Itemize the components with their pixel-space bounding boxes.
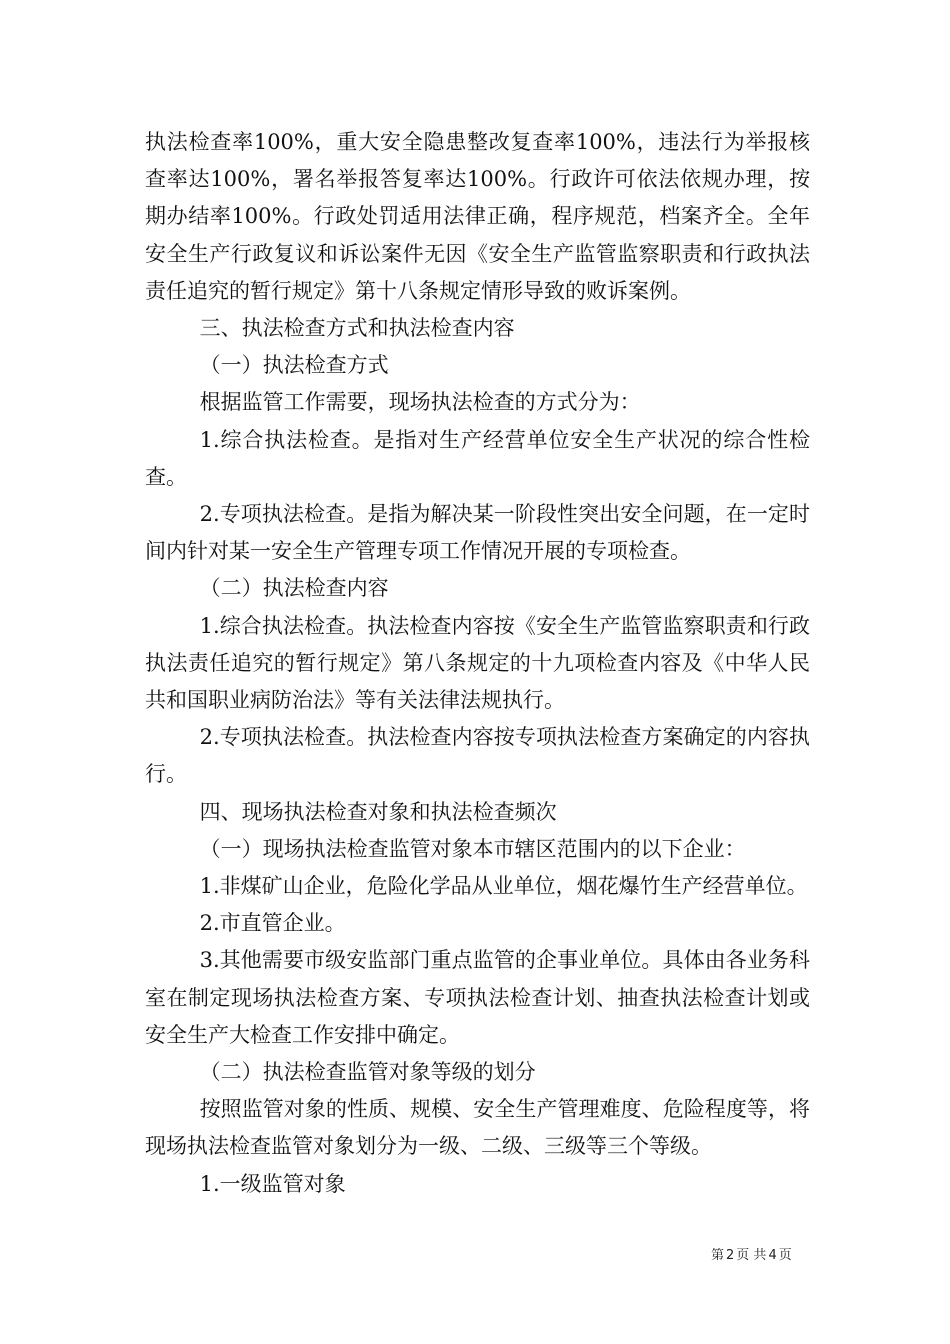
list-item: 3.其他需要市级安监部门重点监管的企事业单位。具体由各业务科室在制定现场执法检查方案、专项执法检查计划、抽查执法检查计划或安全生产大检查工作安排中确定。 [145,948,810,1047]
subsection-heading: （一）执法检查方式 [199,353,389,378]
paragraph: 按照监管对象的性质、规模、安全生产管理难度、危险程度等，将现场执法检查监管对象划分为一级、二级、三级等三个等级。 [145,1097,810,1159]
current-page-number: 2 [726,1248,735,1263]
footer-middle: 页 共 [736,1248,767,1263]
document-body [145,124,810,1203]
footer-suffix: 页 [778,1248,792,1263]
list-item: 2.专项执法检查。是指为解决某一阶段性突出安全问题，在一定时间内针对某一安全生产管理专项工作情况开展的专项检查。 [145,502,810,564]
list-item: 1.一级监管对象 [199,1171,346,1196]
paragraph: 根据监管工作需要，现场执法检查的方式分为： [199,390,641,415]
list-item: 2.专项执法检查。执法检查内容按专项执法检查方案确定的内容执行。 [145,725,810,787]
paragraph: 执法检查率100%，重大安全隐患整改复查率100%，违法行为举报核查率达100%，署名举报答复率达100%。行政许可依法依规办理，按期办结率100%。行政处罚适用法律正确，程序规范，档案齐全。全年安全生产行政复议和诉讼案件无因《安全生产监管监察职责和行政执法责任追究的暂行规定》第十八条规定情形导致的败诉案例。 [145,130,810,303]
total-page-count: 4 [768,1248,777,1263]
section-heading: 四、现场执法检查对象和执法检查频次 [199,799,557,824]
list-item: 1.综合执法检查。是指对生产经营单位安全生产状况的综合性检查。 [145,427,810,489]
subsection-heading: （二）执法检查监管对象等级的划分 [199,1060,536,1085]
list-item: 2.市直管企业。 [199,911,346,936]
footer-prefix: 第 [711,1248,725,1263]
section-heading: 三、执法检查方式和执法检查内容 [199,316,515,341]
subsection-heading: （一）现场执法检查监管对象本市辖区范围内的以下企业： [199,836,746,861]
subsection-heading: （二）执法检查内容 [199,576,389,601]
list-item: 1.综合执法检查。执法检查内容按《安全生产监管监察职责和行政执法责任追究的暂行规定》第八条规定的十九项检查内容及《中华人民共和国职业病防治法》等有关法律法规执行。 [145,613,810,713]
list-item: 1.非煤矿山企业，危险化学品从业单位，烟花爆竹生产经营单位。 [199,874,808,899]
page-footer [711,1244,792,1263]
